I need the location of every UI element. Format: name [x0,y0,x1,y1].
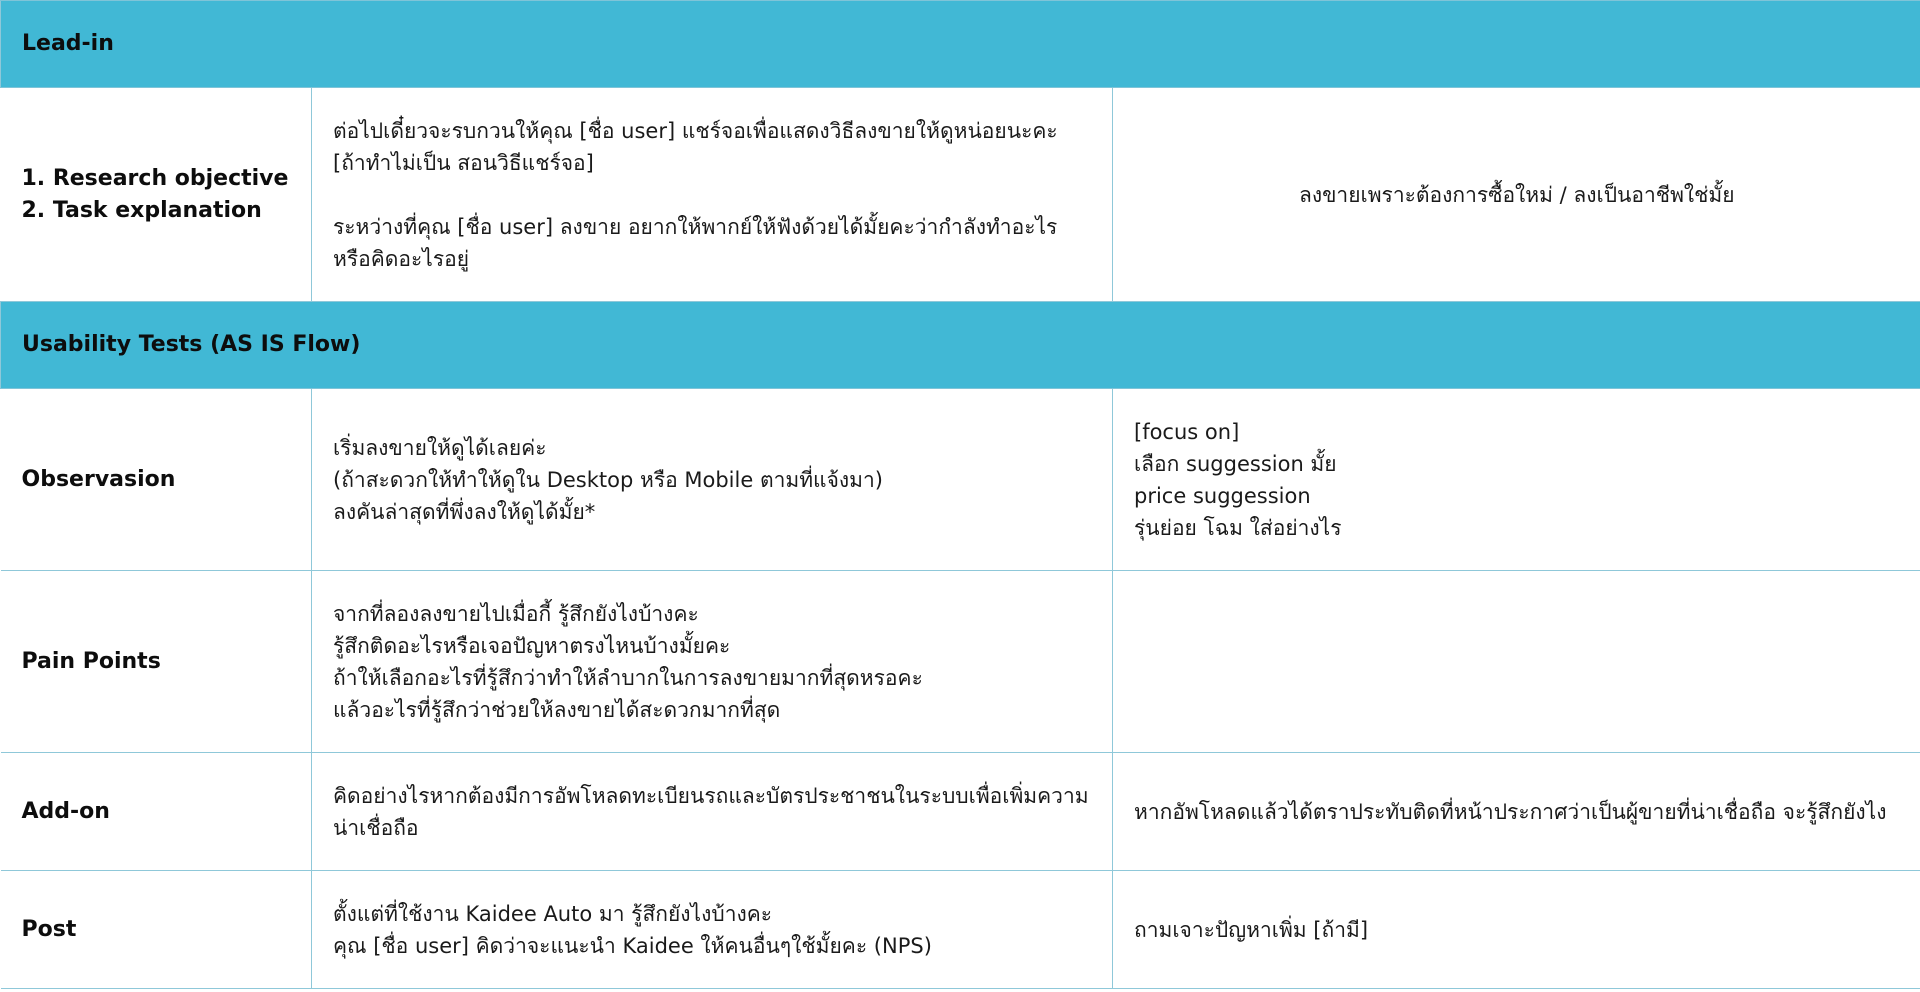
question-line: รู้สึกติดอะไรหรือเจอปัญหาตรงไหนบ้างมั้ยคะ [333,633,731,658]
row-label: Add-on [1,753,312,871]
label-line: 1. Research objective [21,165,289,191]
section-title: Lead-in [1,1,1920,88]
table-row-observation [1,389,1920,571]
table-row-research [1,88,1920,302]
question-line: ลงคันล่าสุดที่พึ่งลงให้ดูได้มั้ย* [333,499,596,524]
question-text: ระหว่างที่คุณ [ชื่อ user] ลงขาย อยากให้พากย์ให้ฟังด้วยได้มั้ยคะว่ากำลังทำอะไรหรือคิดอะไรอยู่ [333,214,1058,271]
question-line: แล้วอะไรที่รู้สึกว่าช่วยให้ลงขายได้สะดวกมากที่สุด [333,697,781,722]
row-question [312,871,1113,989]
label-line: 2. Task explanation [21,197,262,223]
row-note: หากอัพโหลดแล้วได้ตราประทับติดที่หน้าประกาศว่าเป็นผู้ขายที่น่าเชื่อถือ จะรู้สึกยังไง [1113,753,1920,871]
row-note: ลงขายเพราะต้องการซื้อใหม่ / ลงเป็นอาชีพใช่มั้ย [1113,88,1920,302]
question-line: ถ้าให้เลือกอะไรที่รู้สึกว่าทำให้ลำบากในการลงขายมากที่สุดหรอคะ [333,665,923,690]
row-label: Post [1,871,312,989]
table-row-add-on [1,753,1920,871]
table-row-post [1,871,1920,989]
question-line: คุณ [ชื่อ user] คิดว่าจะแนะนำ Kaidee ให้คนอื่นๆใช้มั้ยคะ (NPS) [333,933,932,958]
question-line: (ถ้าสะดวกให้ทำให้ดูใน Desktop หรือ Mobile ตามที่แจ้งมา) [333,467,883,492]
row-label [1,88,312,302]
section-header-usability [1,302,1920,389]
row-question [312,753,1113,871]
question-line: เริ่มลงขายให้ดูได้เลยค่ะ [333,435,547,460]
row-label: Observasion [1,389,312,571]
note-line: [focus on] [1134,419,1240,444]
note-line: เลือก suggession มั้ย [1134,451,1337,476]
row-label: Pain Points [1,571,312,753]
row-note: ถามเจาะปัญหาเพิ่ม [ถ้ามี] [1113,871,1920,989]
question-text: คิดอย่างไรหากต้องมีการอัพโหลดทะเบียนรถและบัตรประชาชนในระบบเพื่อเพิ่มความน่าเชื่อถือ [333,783,1089,840]
note-line: price suggession [1134,483,1311,508]
row-note [1113,571,1920,753]
question-line: จากที่ลองลงขายไปเมื่อกี้ รู้สึกยังไงบ้างคะ [333,601,699,626]
note-line: รุ่นย่อย โฉม ใส่อย่างไร [1134,515,1342,540]
table-row-pain-points [1,571,1920,753]
question-line: ตั้งแต่ที่ใช้งาน Kaidee Auto มา รู้สึกยังไงบ้างคะ [333,901,773,926]
row-question [312,88,1113,302]
row-question [312,571,1113,753]
question-text: ต่อไปเดี๋ยวจะรบกวนให้คุณ [ชื่อ user] แชร์จอเพื่อแสดงวิธีลงขายให้ดูหน่อยนะคะ [ถ้าทำไม่เป็น สอนวิธีแชร์จอ] [333,118,1058,175]
row-note [1113,389,1920,571]
row-question [312,389,1113,571]
section-title: Usability Tests (AS IS Flow) [1,302,1920,389]
section-header-lead-in [1,1,1920,88]
